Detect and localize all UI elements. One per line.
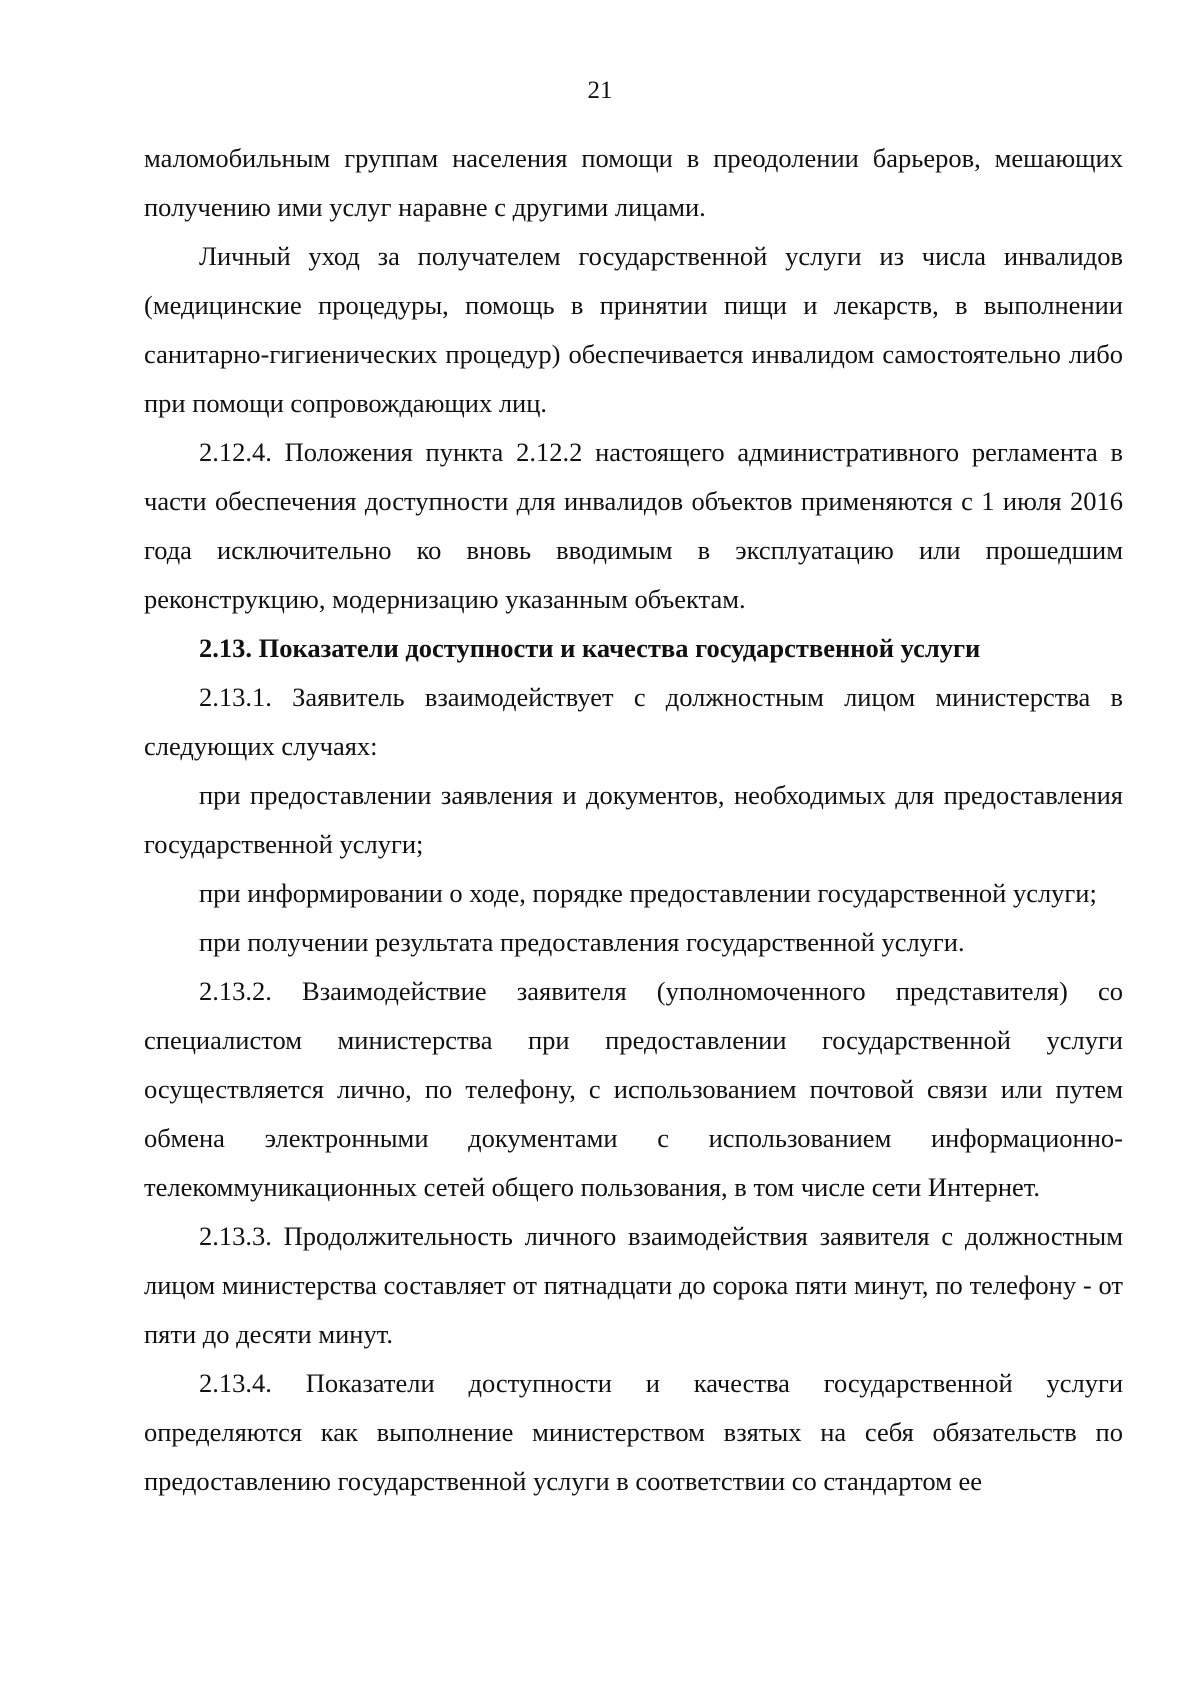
section-heading-2-13: 2.13. Показатели доступности и качества государственной услуги [199,633,981,663]
paragraph-continuation: маломобильным группам населения помощи в преодолении барьеров, мешающих получению ими услуг наравне с другими лицами. [144,143,1123,222]
paragraph-2-13-1: 2.13.1. Заявитель взаимодействует с должностным лицом министерства в следующих случаях: [144,682,1123,761]
page-number: 21 [587,77,613,104]
paragraph-personal-care: Личный уход за получателем государственной услуги из числа инвалидов (медицинские процедуры, помощь в принятии пищи и лекарств, в выполнении санитарно-гигиенических процедур) обеспечивается инвалидом самостоятельно либо при помощи сопровождающих лиц. [144,241,1123,418]
paragraph-2-13-2: 2.13.2. Взаимодействие заявителя (уполномоченного представителя) со специалистом министерства при предоставлении государственной услуги осуществляется лично, по телефону, с использованием почтовой связи или путем обмена электронными документами с использованием информационно-телекоммуникационных сетей общего пользования, в том числе сети Интернет. [144,976,1123,1202]
list-item-informing: при информировании о ходе, порядке предоставлении государственной услуги; [199,878,1097,908]
list-item-result: при получении результата предоставления государственной услуги. [199,927,965,957]
document-body [144,134,1123,1506]
paragraph-2-13-4: 2.13.4. Показатели доступности и качества государственной услуги определяются как выполнение министерством взятых на себя обязательств по предоставлению государственной услуги в соответствии со стандартом ее [144,1368,1123,1496]
paragraph-2-13-3: 2.13.3. Продолжительность личного взаимодействия заявителя с должностным лицом министерства составляет от пятнадцати до сорока пяти минут, по телефону - от пяти до десяти минут. [144,1221,1123,1349]
paragraph-2-12-4: 2.12.4. Положения пункта 2.12.2 настоящего административного регламента в части обеспечения доступности для инвалидов объектов применяются с 1 июля 2016 года исключительно ко вновь вводимым в эксплуатацию или прошедшим реконструкцию, модернизацию указанным объектам. [144,437,1123,614]
list-item-submission: при предоставлении заявления и документов, необходимых для предоставления государственной услуги; [144,780,1123,859]
